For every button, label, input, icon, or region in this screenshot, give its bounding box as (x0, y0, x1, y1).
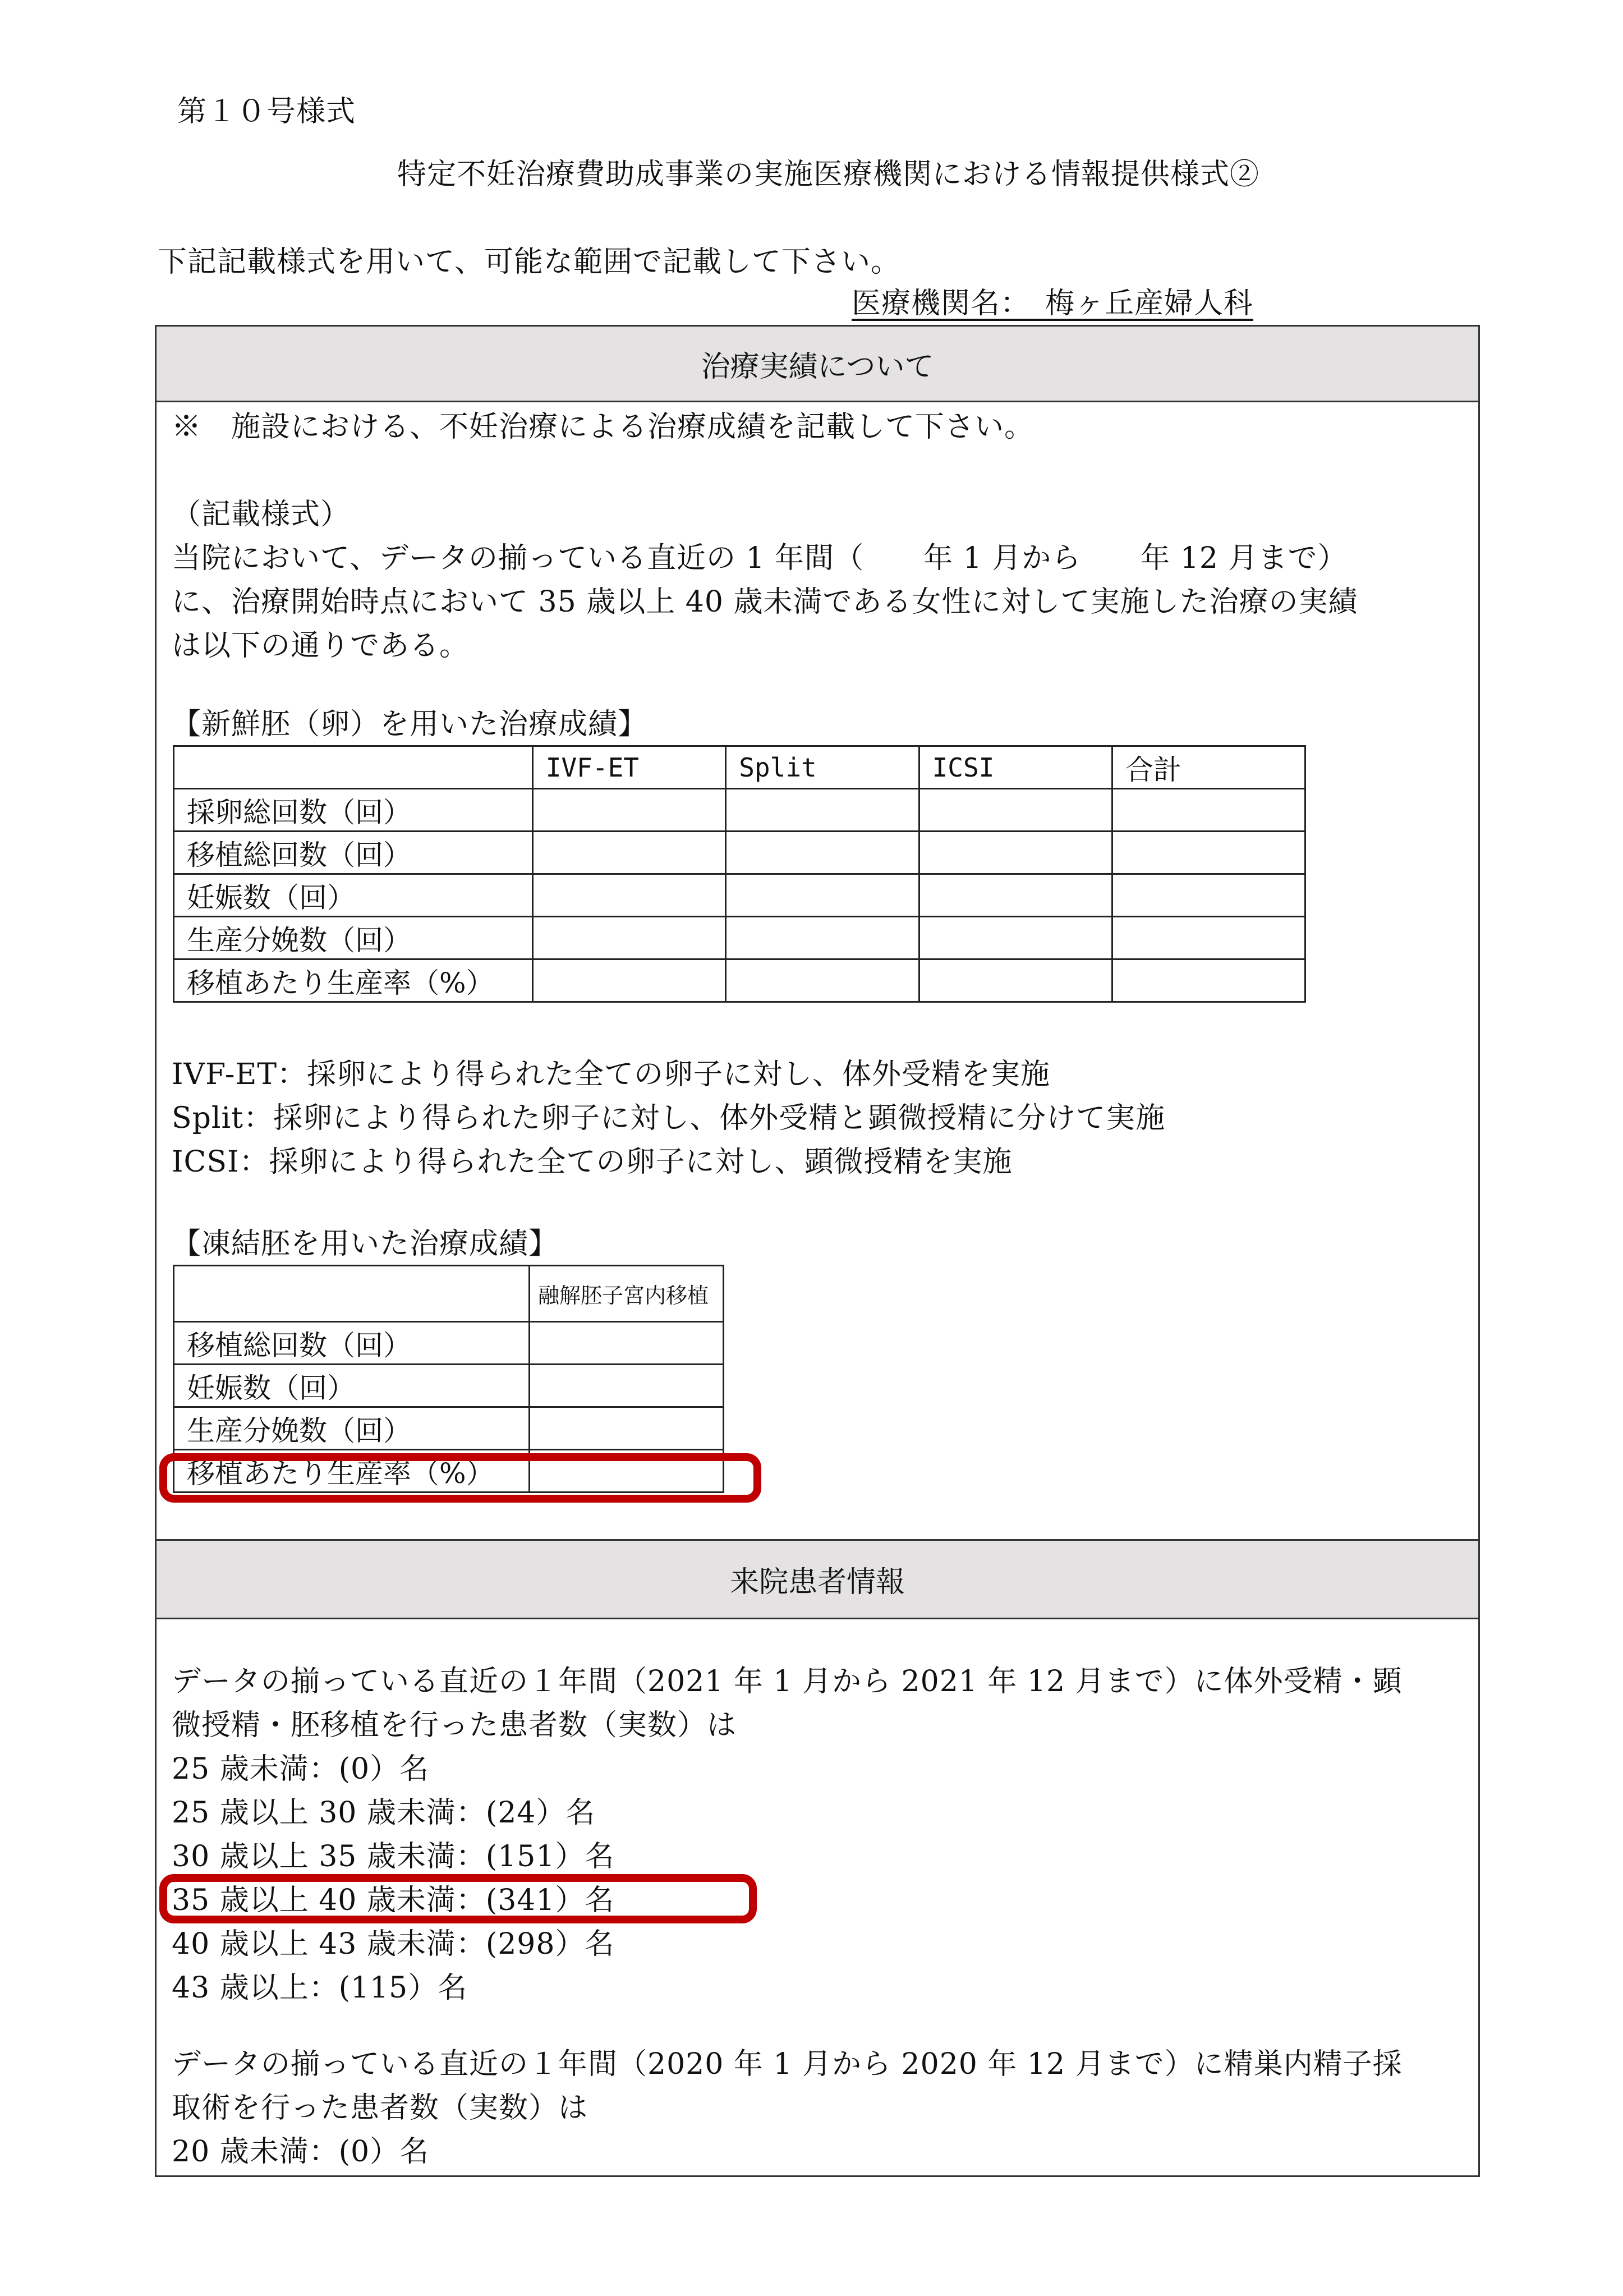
fresh-table-title: 【新鮮胚（卵）を用いた治療成績】 (172, 708, 648, 741)
table-row (174, 1365, 724, 1407)
document-title: 特定不妊治療費助成事業の実施医療機関における情報提供様式② (397, 158, 1259, 191)
cell-ivf-et[interactable] (532, 874, 725, 917)
form-number: 第１０号様式 (177, 95, 356, 128)
column-header-total: 合計 (1112, 746, 1305, 789)
results-paragraph-line: 当院において、データの揃っている直近の 1 年間（ 年 1 月から 年 12 月まで） (172, 541, 1348, 575)
table-row (174, 959, 1305, 1002)
row-label: 妊娠数（回） (174, 874, 533, 917)
definition-icsi: ICSI：採卵により得られた全ての卵子に対し、顕微授精を実施 (172, 1145, 1013, 1179)
cell-value[interactable] (530, 1407, 724, 1450)
column-header-icsi: ICSI (919, 746, 1112, 789)
cell-ivf-et[interactable] (532, 959, 725, 1002)
cell-split[interactable] (726, 789, 919, 832)
row-label: 妊娠数（回） (174, 1365, 530, 1407)
table-row (174, 1407, 724, 1450)
table-row (174, 789, 1305, 832)
row-label: 移植あたり生産率（%） (174, 959, 533, 1002)
highlight-box-live-birth-rate (159, 1453, 761, 1503)
institution-name: 医療機関名： 梅ヶ丘産婦人科 (852, 287, 1254, 320)
cell-total[interactable] (1112, 874, 1305, 917)
row-label: 生産分娩数（回） (174, 917, 533, 959)
cell-value[interactable] (530, 1365, 724, 1407)
cell-total[interactable] (1112, 917, 1305, 959)
age-count-43-plus: 43 歳以上：(115）名 (172, 1971, 468, 2005)
cell-ivf-et[interactable] (532, 917, 725, 959)
age-count-25-30: 25 歳以上 30 歳未満：(24）名 (172, 1796, 596, 1830)
cell-icsi[interactable] (919, 832, 1112, 874)
row-label: 移植あたり生産率（%） (174, 1450, 530, 1493)
column-header-empty (174, 746, 533, 789)
cell-value[interactable] (530, 1322, 724, 1365)
cell-split[interactable] (726, 917, 919, 959)
cell-icsi[interactable] (919, 917, 1112, 959)
row-label: 採卵総回数（回） (174, 789, 533, 832)
cell-icsi[interactable] (919, 874, 1112, 917)
cell-ivf-et[interactable] (532, 832, 725, 874)
cell-total[interactable] (1112, 832, 1305, 874)
column-header-empty (174, 1266, 530, 1322)
cell-total[interactable] (1112, 789, 1305, 832)
age-count-under-25: 25 歳未満：(0）名 (172, 1752, 430, 1786)
instruction-note: ※ 施設における、不妊治療による治療成績を記載して下さい。 (172, 410, 1035, 444)
highlight-box-age-35-40 (159, 1874, 757, 1923)
cell-total[interactable] (1112, 959, 1305, 1002)
table-header-row (174, 1266, 724, 1322)
tese-count-under-20: 20 歳未満：(0）名 (172, 2135, 430, 2169)
table-row (174, 874, 1305, 917)
row-label: 生産分娩数（回） (174, 1407, 530, 1450)
results-paragraph-line: に、治療開始時点において 35 歳以上 40 歳未満である女性に対して実施した治療の実績 (172, 585, 1358, 619)
definition-split: Split：採卵により得られた卵子に対し、体外受精と顕微授精に分けて実施 (172, 1101, 1166, 1135)
format-label: （記載様式） (172, 498, 351, 531)
cell-icsi[interactable] (919, 959, 1112, 1002)
definition-ivf-et: IVF-ET：採卵により得られた全ての卵子に対し、体外受精を実施 (172, 1058, 1051, 1091)
tese-patients-paragraph-line: データの揃っている直近の１年間（2020 年 1 月から 2020 年 12 月まで）に精巣内精子採 (172, 2047, 1403, 2081)
row-label: 移植総回数（回） (174, 832, 533, 874)
age-count-40-43: 40 歳以上 43 歳未満：(298）名 (172, 1927, 615, 1961)
cell-split[interactable] (726, 832, 919, 874)
row-label: 移植総回数（回） (174, 1322, 530, 1365)
column-header-thawed-embryo-transfer: 融解胚子宮内移植 (530, 1266, 724, 1322)
column-header-ivf-et: IVF-ET (532, 746, 725, 789)
intro-text: 下記記載様式を用いて、可能な範囲で記載して下さい。 (158, 245, 900, 279)
cell-split[interactable] (726, 874, 919, 917)
cell-split[interactable] (726, 959, 919, 1002)
ivf-patients-paragraph-line: 微授精・胚移植を行った患者数（実数）は (172, 1709, 737, 1742)
frozen-table-title: 【凍結胚を用いた治療成績】 (172, 1227, 559, 1261)
ivf-patients-paragraph-line: データの揃っている直近の１年間（2021 年 1 月から 2021 年 12 月まで）に体外受精・顕 (172, 1665, 1403, 1698)
table-row (174, 832, 1305, 874)
tese-patients-paragraph-line: 取術を行った患者数（実数）は (172, 2091, 588, 2125)
cell-ivf-et[interactable] (532, 789, 725, 832)
section-header-treatment-results: 治療実績について (155, 325, 1480, 402)
fresh-embryo-results-table (173, 745, 1306, 1003)
table-header-row (174, 746, 1305, 789)
results-paragraph-line: は以下の通りである。 (172, 629, 470, 663)
column-header-split: Split (726, 746, 919, 789)
age-count-35-40: 35 歳以上 40 歳未満：(341）名 (172, 1884, 615, 1917)
table-row (174, 1322, 724, 1365)
cell-icsi[interactable] (919, 789, 1112, 832)
section-header-patient-info: 来院患者情報 (155, 1539, 1480, 1619)
table-row (174, 917, 1305, 959)
age-count-30-35: 30 歳以上 35 歳未満：(151）名 (172, 1840, 615, 1873)
